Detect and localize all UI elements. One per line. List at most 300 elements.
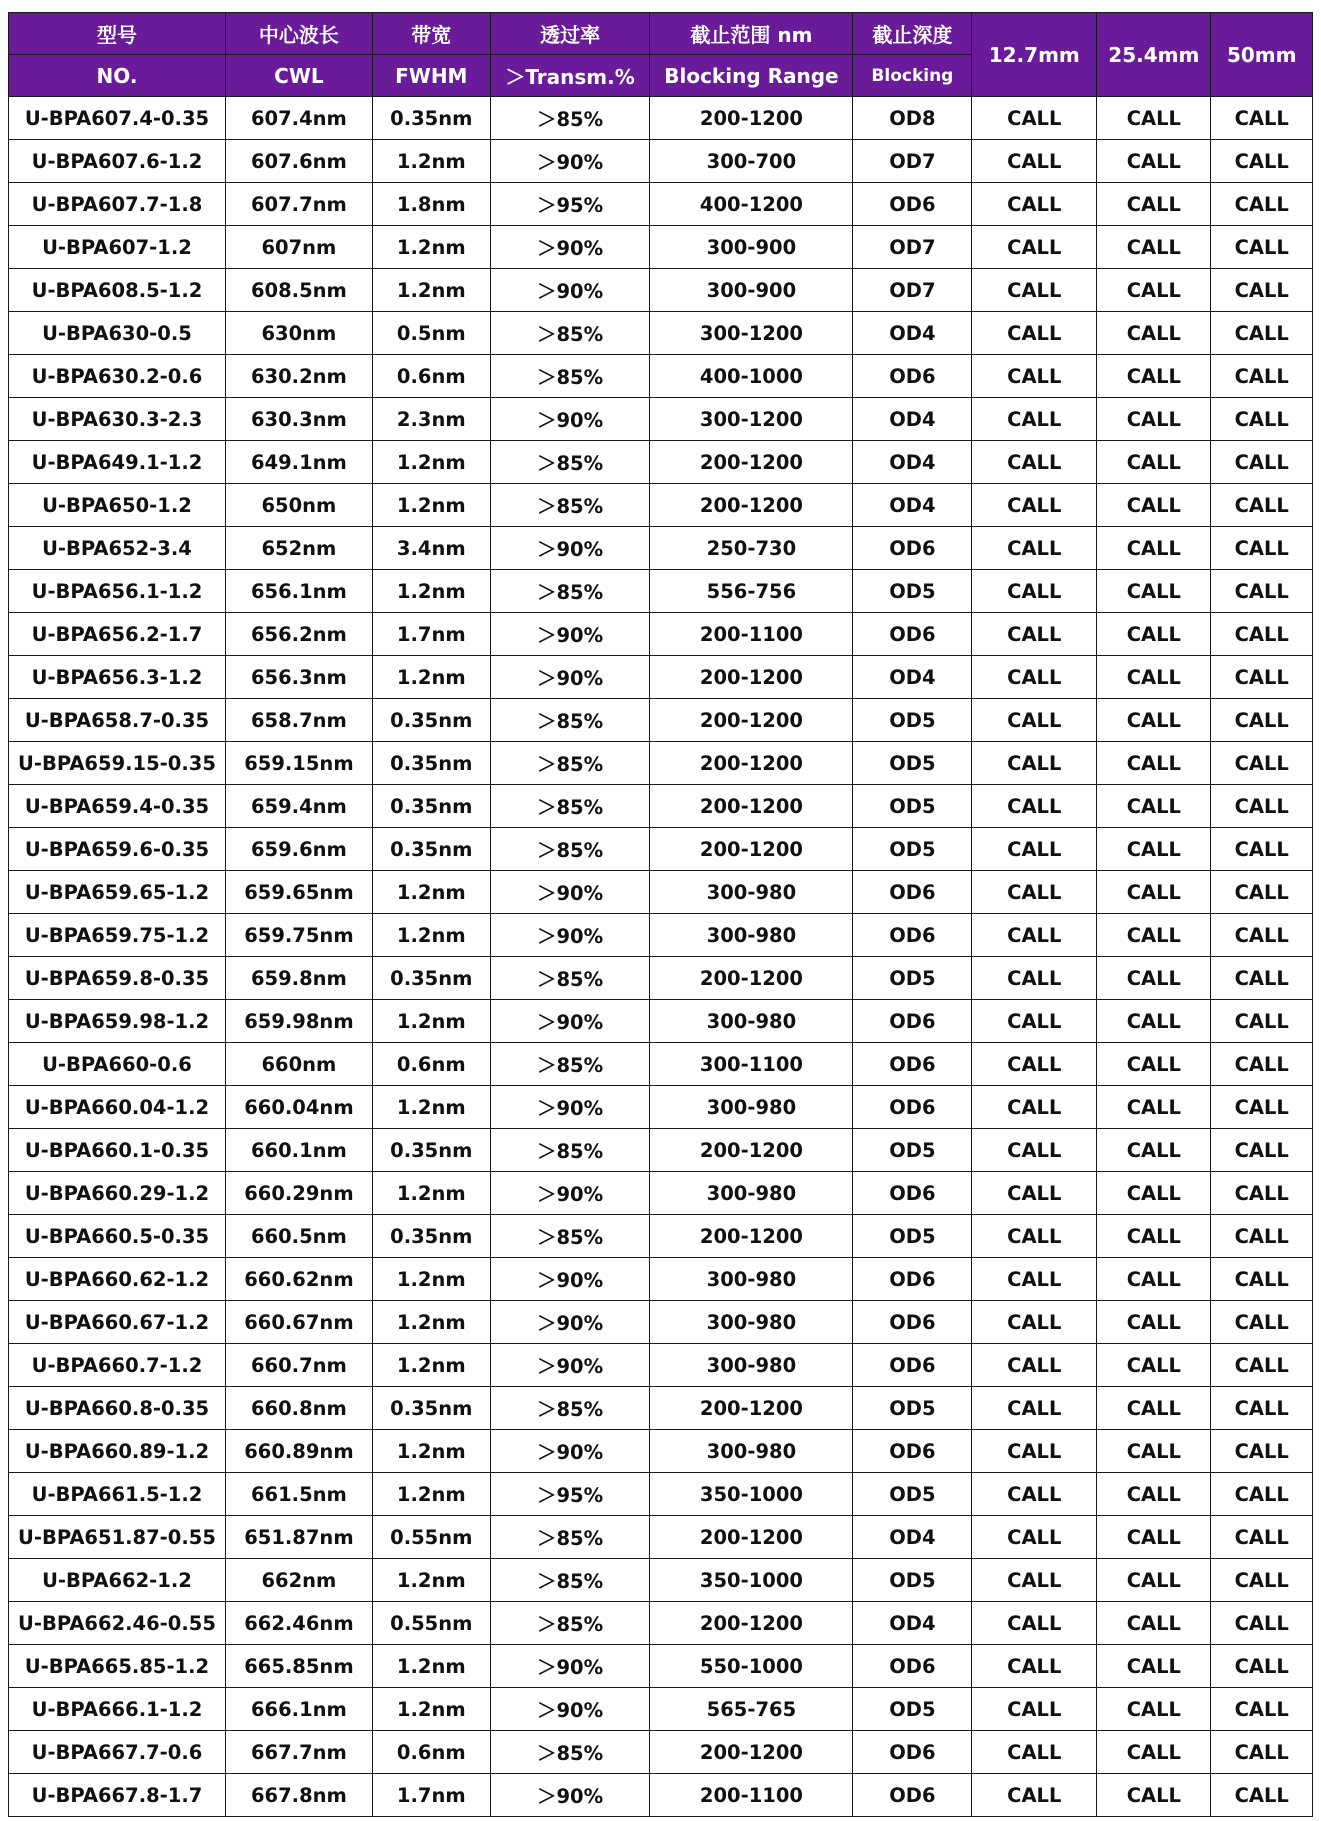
cwl-cell: 666.1nm: [225, 1688, 372, 1731]
blocking-range-cell: 200-1200: [650, 828, 853, 871]
table-row: [9, 1731, 1313, 1774]
transmission-cell: ＞90%: [490, 1645, 650, 1688]
price-50mm-cell: CALL: [1211, 1430, 1313, 1473]
blocking-depth-cell: OD6: [853, 871, 972, 914]
blocking-range-cell: 200-1200: [650, 785, 853, 828]
fwhm-cell: 1.2nm: [372, 1688, 490, 1731]
table-row: [9, 570, 1313, 613]
price-12-7mm-cell: CALL: [972, 656, 1097, 699]
transmission-cell: ＞90%: [490, 1172, 650, 1215]
model-cell: U-BPA660.67-1.2: [9, 1301, 226, 1344]
blocking-range-cell: 300-1200: [650, 312, 853, 355]
table-row: [9, 269, 1313, 312]
transmission-cell: ＞85%: [490, 1387, 650, 1430]
price-12-7mm-cell: CALL: [972, 269, 1097, 312]
transmission-cell: ＞90%: [490, 269, 650, 312]
price-25-4mm-cell: CALL: [1097, 1301, 1211, 1344]
transmission-cell: ＞85%: [490, 1129, 650, 1172]
model-cell: U-BPA659.8-0.35: [9, 957, 226, 1000]
table-row: [9, 1129, 1313, 1172]
price-50mm-cell: CALL: [1211, 1129, 1313, 1172]
size-50mm-header: 50mm: [1211, 13, 1313, 97]
price-12-7mm-cell: CALL: [972, 1473, 1097, 1516]
blocking-range-cell: 300-980: [650, 1258, 853, 1301]
blocking-range-header-en: Blocking Range: [650, 55, 853, 97]
table-row: [9, 1086, 1313, 1129]
model-cell: U-BPA660.7-1.2: [9, 1344, 226, 1387]
price-25-4mm-cell: CALL: [1097, 1516, 1211, 1559]
model-cell: U-BPA607.4-0.35: [9, 97, 226, 140]
model-cell: U-BPA656.1-1.2: [9, 570, 226, 613]
blocking-range-cell: 565-765: [650, 1688, 853, 1731]
blocking-depth-cell: OD6: [853, 1344, 972, 1387]
fwhm-cell: 1.2nm: [372, 484, 490, 527]
transmission-cell: ＞85%: [490, 97, 650, 140]
table-row: [9, 1516, 1313, 1559]
price-50mm-cell: CALL: [1211, 1731, 1313, 1774]
blocking-range-cell: 200-1200: [650, 1516, 853, 1559]
fwhm-cell: 0.55nm: [372, 1516, 490, 1559]
price-50mm-cell: CALL: [1211, 1043, 1313, 1086]
price-25-4mm-cell: CALL: [1097, 656, 1211, 699]
filter-spec-table: [8, 12, 1313, 1817]
transmission-cell: ＞90%: [490, 656, 650, 699]
table-row: [9, 484, 1313, 527]
model-cell: U-BPA661.5-1.2: [9, 1473, 226, 1516]
cwl-cell: 659.75nm: [225, 914, 372, 957]
fwhm-cell: 0.35nm: [372, 1129, 490, 1172]
cwl-cell: 630nm: [225, 312, 372, 355]
price-50mm-cell: CALL: [1211, 613, 1313, 656]
blocking-depth-cell: OD4: [853, 1516, 972, 1559]
blocking-depth-cell: OD6: [853, 527, 972, 570]
cwl-cell: 660.7nm: [225, 1344, 372, 1387]
price-50mm-cell: CALL: [1211, 1000, 1313, 1043]
price-50mm-cell: CALL: [1211, 914, 1313, 957]
cwl-cell: 660.1nm: [225, 1129, 372, 1172]
blocking-depth-cell: OD5: [853, 1129, 972, 1172]
blocking-range-cell: 200-1200: [650, 1387, 853, 1430]
price-50mm-cell: CALL: [1211, 1387, 1313, 1430]
price-12-7mm-cell: CALL: [972, 1043, 1097, 1086]
model-cell: U-BPA659.6-0.35: [9, 828, 226, 871]
price-25-4mm-cell: CALL: [1097, 398, 1211, 441]
table-row: [9, 1172, 1313, 1215]
price-25-4mm-cell: CALL: [1097, 441, 1211, 484]
price-12-7mm-cell: CALL: [972, 742, 1097, 785]
blocking-range-cell: 300-1200: [650, 398, 853, 441]
transmission-cell: ＞85%: [490, 699, 650, 742]
blocking-depth-cell: OD6: [853, 1043, 972, 1086]
cwl-cell: 656.1nm: [225, 570, 372, 613]
model-header-en: NO.: [9, 55, 226, 97]
table-row: [9, 828, 1313, 871]
model-cell: U-BPA660.8-0.35: [9, 1387, 226, 1430]
price-50mm-cell: CALL: [1211, 484, 1313, 527]
price-12-7mm-cell: CALL: [972, 140, 1097, 183]
transmission-cell: ＞85%: [490, 1731, 650, 1774]
price-12-7mm-cell: CALL: [972, 785, 1097, 828]
fwhm-cell: 0.5nm: [372, 312, 490, 355]
cwl-cell: 658.7nm: [225, 699, 372, 742]
cwl-cell: 660.67nm: [225, 1301, 372, 1344]
cwl-cell: 665.85nm: [225, 1645, 372, 1688]
price-50mm-cell: CALL: [1211, 1602, 1313, 1645]
model-cell: U-BPA630.2-0.6: [9, 355, 226, 398]
price-50mm-cell: CALL: [1211, 1774, 1313, 1817]
table-row: [9, 785, 1313, 828]
price-25-4mm-cell: CALL: [1097, 828, 1211, 871]
blocking-range-cell: 300-700: [650, 140, 853, 183]
transmission-cell: ＞85%: [490, 1516, 650, 1559]
model-cell: U-BPA607-1.2: [9, 226, 226, 269]
table-row: [9, 441, 1313, 484]
cwl-cell: 630.2nm: [225, 355, 372, 398]
blocking-range-cell: 200-1100: [650, 1774, 853, 1817]
blocking-depth-header-en: Blocking: [853, 55, 972, 97]
price-50mm-cell: CALL: [1211, 1559, 1313, 1602]
blocking-range-cell: 300-900: [650, 226, 853, 269]
table-row: [9, 1344, 1313, 1387]
cwl-cell: 607.7nm: [225, 183, 372, 226]
blocking-range-cell: 300-980: [650, 1301, 853, 1344]
price-25-4mm-cell: CALL: [1097, 183, 1211, 226]
blocking-depth-cell: OD8: [853, 97, 972, 140]
table-row: [9, 140, 1313, 183]
blocking-depth-cell: OD6: [853, 183, 972, 226]
price-50mm-cell: CALL: [1211, 742, 1313, 785]
price-25-4mm-cell: CALL: [1097, 1086, 1211, 1129]
transmission-cell: ＞90%: [490, 226, 650, 269]
price-50mm-cell: CALL: [1211, 785, 1313, 828]
table-row: [9, 1000, 1313, 1043]
price-12-7mm-cell: CALL: [972, 1430, 1097, 1473]
price-12-7mm-cell: CALL: [972, 1344, 1097, 1387]
price-25-4mm-cell: CALL: [1097, 1129, 1211, 1172]
blocking-range-cell: 300-980: [650, 1430, 853, 1473]
model-cell: U-BPA652-3.4: [9, 527, 226, 570]
cwl-cell: 607.6nm: [225, 140, 372, 183]
table-row: [9, 1688, 1313, 1731]
price-50mm-cell: CALL: [1211, 1473, 1313, 1516]
fwhm-cell: 0.35nm: [372, 699, 490, 742]
blocking-range-cell: 300-980: [650, 1172, 853, 1215]
blocking-depth-cell: OD5: [853, 1559, 972, 1602]
model-cell: U-BPA659.4-0.35: [9, 785, 226, 828]
price-12-7mm-cell: CALL: [972, 871, 1097, 914]
table-row: [9, 871, 1313, 914]
blocking-range-cell: 300-980: [650, 1000, 853, 1043]
transmission-cell: ＞85%: [490, 1043, 650, 1086]
cwl-cell: 660.62nm: [225, 1258, 372, 1301]
price-50mm-cell: CALL: [1211, 312, 1313, 355]
blocking-range-cell: 556-756: [650, 570, 853, 613]
price-25-4mm-cell: CALL: [1097, 871, 1211, 914]
table-row: [9, 1774, 1313, 1817]
cwl-header-zh: 中心波长: [225, 13, 372, 55]
price-25-4mm-cell: CALL: [1097, 1258, 1211, 1301]
price-50mm-cell: CALL: [1211, 656, 1313, 699]
fwhm-cell: 1.2nm: [372, 656, 490, 699]
price-25-4mm-cell: CALL: [1097, 355, 1211, 398]
transmission-cell: ＞85%: [490, 570, 650, 613]
cwl-cell: 659.6nm: [225, 828, 372, 871]
table-row: [9, 914, 1313, 957]
cwl-cell: 659.65nm: [225, 871, 372, 914]
transmission-cell: ＞85%: [490, 957, 650, 1000]
price-25-4mm-cell: CALL: [1097, 1215, 1211, 1258]
fwhm-cell: 3.4nm: [372, 527, 490, 570]
table-row: [9, 613, 1313, 656]
fwhm-cell: 1.8nm: [372, 183, 490, 226]
fwhm-cell: 1.2nm: [372, 871, 490, 914]
fwhm-cell: 0.35nm: [372, 828, 490, 871]
price-50mm-cell: CALL: [1211, 183, 1313, 226]
transmission-cell: ＞90%: [490, 1688, 650, 1731]
price-12-7mm-cell: CALL: [972, 1731, 1097, 1774]
price-12-7mm-cell: CALL: [972, 1172, 1097, 1215]
model-cell: U-BPA630.3-2.3: [9, 398, 226, 441]
blocking-range-cell: 400-1200: [650, 183, 853, 226]
price-25-4mm-cell: CALL: [1097, 613, 1211, 656]
fwhm-cell: 1.2nm: [372, 1430, 490, 1473]
blocking-depth-cell: OD5: [853, 699, 972, 742]
fwhm-cell: 1.2nm: [372, 140, 490, 183]
price-25-4mm-cell: CALL: [1097, 957, 1211, 1000]
cwl-cell: 662nm: [225, 1559, 372, 1602]
blocking-depth-cell: OD4: [853, 441, 972, 484]
transmission-cell: ＞90%: [490, 914, 650, 957]
model-cell: U-BPA658.7-0.35: [9, 699, 226, 742]
price-50mm-cell: CALL: [1211, 1258, 1313, 1301]
fwhm-cell: 1.2nm: [372, 1172, 490, 1215]
price-25-4mm-cell: CALL: [1097, 699, 1211, 742]
blocking-depth-cell: OD4: [853, 1602, 972, 1645]
price-12-7mm-cell: CALL: [972, 1000, 1097, 1043]
fwhm-cell: 0.35nm: [372, 785, 490, 828]
cwl-cell: 656.2nm: [225, 613, 372, 656]
table-row: [9, 1258, 1313, 1301]
price-25-4mm-cell: CALL: [1097, 97, 1211, 140]
blocking-range-cell: 200-1200: [650, 1731, 853, 1774]
size-25-4mm-header: 25.4mm: [1097, 13, 1211, 97]
transmission-cell: ＞90%: [490, 1774, 650, 1817]
size-12-7mm-header: 12.7mm: [972, 13, 1097, 97]
price-25-4mm-cell: CALL: [1097, 1731, 1211, 1774]
model-cell: U-BPA665.85-1.2: [9, 1645, 226, 1688]
transmission-cell: ＞90%: [490, 1086, 650, 1129]
blocking-depth-cell: OD6: [853, 1645, 972, 1688]
blocking-range-cell: 300-980: [650, 1086, 853, 1129]
table-row: [9, 699, 1313, 742]
model-cell: U-BPA650-1.2: [9, 484, 226, 527]
fwhm-cell: 0.6nm: [372, 1731, 490, 1774]
model-cell: U-BPA660.62-1.2: [9, 1258, 226, 1301]
blocking-depth-cell: OD4: [853, 398, 972, 441]
table-row: [9, 957, 1313, 1000]
cwl-cell: 650nm: [225, 484, 372, 527]
table-body: [9, 97, 1313, 1817]
cwl-cell: 652nm: [225, 527, 372, 570]
price-12-7mm-cell: CALL: [972, 97, 1097, 140]
blocking-range-cell: 200-1200: [650, 1602, 853, 1645]
price-50mm-cell: CALL: [1211, 441, 1313, 484]
price-25-4mm-cell: CALL: [1097, 312, 1211, 355]
blocking-depth-cell: OD5: [853, 1215, 972, 1258]
blocking-range-cell: 200-1200: [650, 656, 853, 699]
price-25-4mm-cell: CALL: [1097, 742, 1211, 785]
price-50mm-cell: CALL: [1211, 527, 1313, 570]
transmission-cell: ＞90%: [490, 527, 650, 570]
price-12-7mm-cell: CALL: [972, 1301, 1097, 1344]
blocking-depth-cell: OD5: [853, 1387, 972, 1430]
table-row: [9, 312, 1313, 355]
transmission-cell: ＞85%: [490, 484, 650, 527]
blocking-depth-cell: OD6: [853, 1430, 972, 1473]
blocking-range-cell: 550-1000: [650, 1645, 853, 1688]
table-row: [9, 1215, 1313, 1258]
table-row: [9, 1430, 1313, 1473]
fwhm-cell: 1.2nm: [372, 914, 490, 957]
price-50mm-cell: CALL: [1211, 226, 1313, 269]
fwhm-cell: 1.2nm: [372, 1645, 490, 1688]
model-cell: U-BPA660-0.6: [9, 1043, 226, 1086]
cwl-cell: 667.7nm: [225, 1731, 372, 1774]
price-25-4mm-cell: CALL: [1097, 785, 1211, 828]
price-12-7mm-cell: CALL: [972, 355, 1097, 398]
model-cell: U-BPA662.46-0.55: [9, 1602, 226, 1645]
price-25-4mm-cell: CALL: [1097, 527, 1211, 570]
model-cell: U-BPA607.6-1.2: [9, 140, 226, 183]
cwl-cell: 659.8nm: [225, 957, 372, 1000]
fwhm-cell: 0.55nm: [372, 1602, 490, 1645]
price-25-4mm-cell: CALL: [1097, 140, 1211, 183]
fwhm-cell: 0.35nm: [372, 97, 490, 140]
model-header-zh: 型号: [9, 13, 226, 55]
transmission-cell: ＞95%: [490, 183, 650, 226]
price-25-4mm-cell: CALL: [1097, 1645, 1211, 1688]
table-row: [9, 183, 1313, 226]
fwhm-cell: 1.2nm: [372, 1301, 490, 1344]
price-25-4mm-cell: CALL: [1097, 484, 1211, 527]
fwhm-cell: 1.2nm: [372, 1559, 490, 1602]
price-25-4mm-cell: CALL: [1097, 1473, 1211, 1516]
price-50mm-cell: CALL: [1211, 1215, 1313, 1258]
cwl-cell: 662.46nm: [225, 1602, 372, 1645]
price-12-7mm-cell: CALL: [972, 570, 1097, 613]
price-50mm-cell: CALL: [1211, 1172, 1313, 1215]
table-row: [9, 1301, 1313, 1344]
blocking-range-cell: 200-1200: [650, 957, 853, 1000]
model-cell: U-BPA660.5-0.35: [9, 1215, 226, 1258]
price-50mm-cell: CALL: [1211, 97, 1313, 140]
blocking-depth-cell: OD6: [853, 1086, 972, 1129]
price-50mm-cell: CALL: [1211, 269, 1313, 312]
table-row: [9, 1043, 1313, 1086]
fwhm-cell: 0.6nm: [372, 355, 490, 398]
price-25-4mm-cell: CALL: [1097, 1774, 1211, 1817]
transmission-cell: ＞85%: [490, 1215, 650, 1258]
price-12-7mm-cell: CALL: [972, 613, 1097, 656]
cwl-cell: 607nm: [225, 226, 372, 269]
price-25-4mm-cell: CALL: [1097, 1344, 1211, 1387]
blocking-depth-header-zh: 截止深度: [853, 13, 972, 55]
blocking-range-cell: 300-900: [650, 269, 853, 312]
cwl-cell: 667.8nm: [225, 1774, 372, 1817]
table-row: [9, 1559, 1313, 1602]
fwhm-cell: 0.35nm: [372, 742, 490, 785]
table-row: [9, 527, 1313, 570]
model-cell: U-BPA651.87-0.55: [9, 1516, 226, 1559]
table-row: [9, 1645, 1313, 1688]
blocking-depth-cell: OD5: [853, 1473, 972, 1516]
transmission-cell: ＞85%: [490, 355, 650, 398]
blocking-depth-cell: OD6: [853, 1172, 972, 1215]
transmission-cell: ＞85%: [490, 828, 650, 871]
model-cell: U-BPA667.8-1.7: [9, 1774, 226, 1817]
blocking-range-cell: 200-1200: [650, 484, 853, 527]
table-row: [9, 398, 1313, 441]
blocking-depth-cell: OD4: [853, 656, 972, 699]
fwhm-cell: 1.2nm: [372, 1000, 490, 1043]
blocking-depth-cell: OD6: [853, 613, 972, 656]
blocking-range-header-zh: 截止范围 nm: [650, 13, 853, 55]
cwl-cell: 659.98nm: [225, 1000, 372, 1043]
blocking-depth-cell: OD6: [853, 1258, 972, 1301]
model-cell: U-BPA660.04-1.2: [9, 1086, 226, 1129]
table-row: [9, 656, 1313, 699]
blocking-depth-cell: OD7: [853, 269, 972, 312]
cwl-cell: 660.89nm: [225, 1430, 372, 1473]
model-cell: U-BPA660.1-0.35: [9, 1129, 226, 1172]
transmission-header-en: ＞Transm.%: [490, 55, 650, 97]
price-25-4mm-cell: CALL: [1097, 914, 1211, 957]
model-cell: U-BPA656.3-1.2: [9, 656, 226, 699]
transmission-cell: ＞90%: [490, 1000, 650, 1043]
transmission-cell: ＞90%: [490, 1430, 650, 1473]
fwhm-cell: 1.2nm: [372, 570, 490, 613]
price-25-4mm-cell: CALL: [1097, 1172, 1211, 1215]
blocking-depth-cell: OD5: [853, 742, 972, 785]
cwl-cell: 660nm: [225, 1043, 372, 1086]
cwl-cell: 656.3nm: [225, 656, 372, 699]
table-row: [9, 1602, 1313, 1645]
price-25-4mm-cell: CALL: [1097, 1043, 1211, 1086]
fwhm-cell: 1.2nm: [372, 226, 490, 269]
blocking-depth-cell: OD5: [853, 570, 972, 613]
model-cell: U-BPA660.29-1.2: [9, 1172, 226, 1215]
blocking-range-cell: 200-1100: [650, 613, 853, 656]
table-row: [9, 1473, 1313, 1516]
blocking-depth-cell: OD6: [853, 914, 972, 957]
fwhm-cell: 0.6nm: [372, 1043, 490, 1086]
price-25-4mm-cell: CALL: [1097, 570, 1211, 613]
blocking-range-cell: 400-1000: [650, 355, 853, 398]
model-cell: U-BPA666.1-1.2: [9, 1688, 226, 1731]
fwhm-cell: 1.7nm: [372, 1774, 490, 1817]
model-cell: U-BPA630-0.5: [9, 312, 226, 355]
fwhm-header-zh: 带宽: [372, 13, 490, 55]
blocking-range-cell: 200-1200: [650, 97, 853, 140]
price-12-7mm-cell: CALL: [972, 1645, 1097, 1688]
model-cell: U-BPA659.15-0.35: [9, 742, 226, 785]
blocking-depth-cell: OD5: [853, 785, 972, 828]
price-12-7mm-cell: CALL: [972, 1129, 1097, 1172]
transmission-cell: ＞90%: [490, 398, 650, 441]
price-25-4mm-cell: CALL: [1097, 1559, 1211, 1602]
cwl-cell: 661.5nm: [225, 1473, 372, 1516]
transmission-cell: ＞90%: [490, 871, 650, 914]
